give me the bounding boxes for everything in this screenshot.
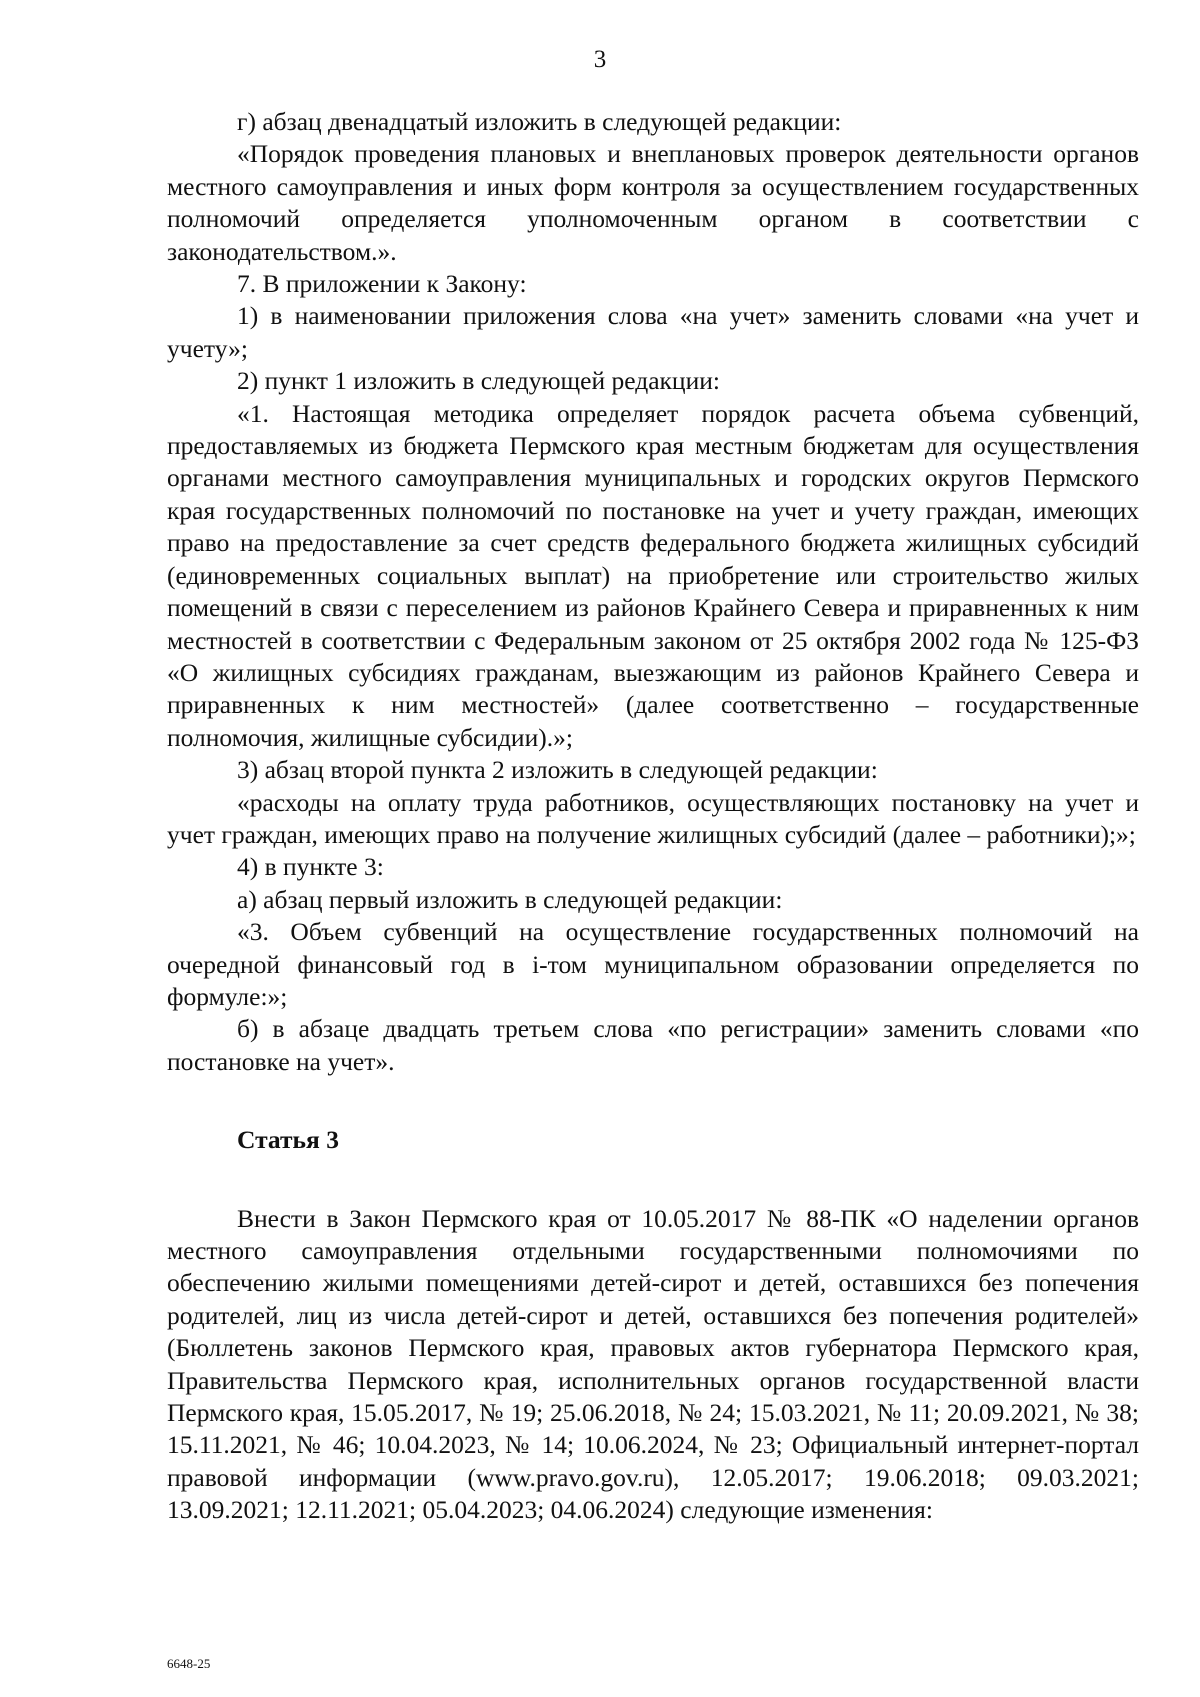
page-number: 3 [593, 46, 607, 73]
paragraph: «расходы на оплату труда работников, осуществляющих постановку на учет и учет граждан, имеющих право на получение жилищных субсидий (далее – работники);»; [167, 787, 1139, 849]
paragraph: «Порядок проведения плановых и внеплановых проверок деятельности органов местного самоуправления и иных форм контроля за осуществлением государственных полномочий определяется уполномоченным органом в соответствии с законодательством.». [167, 139, 1139, 266]
paragraph: 1) в наименовании приложения слова «на учет» заменить словами «на учет и учету»; [167, 301, 1139, 363]
paragraph: г) абзац двенадцатый изложить в следующей редакции: [237, 107, 842, 136]
paragraph: «1. Настоящая методика определяет порядок расчета объема субвенций, предоставляемых из бюджета Пермского края местным бюджетам для осуществления органами местного самоуправления муниципальных и городских округов Пермского края государственных полномочий по постановке на учет и учету граждан, имеющих право на предоставление за счет средств федерального бюджета жилищных субсидий (единовременных социальных выплат) на приобретение или строительство жилых помещений в связи с переселением из районов Крайнего Севера и приравненных к ним местностей в соответствии с Федеральным законом от 25 октября 2002 года № 125-ФЗ «О жилищных субсидиях гражданам, выезжающим из районов Крайнего Севера и приравненных к ним местностей» (далее соответственно – государственные полномочия, жилищные субсидии).»; [167, 398, 1139, 752]
paragraph: а) абзац первый изложить в следующей редакции: [237, 884, 783, 914]
paragraph: 7. В приложении к Закону: [237, 269, 527, 299]
paragraph: 3) абзац второй пункта 2 изложить в следующей редакции: [237, 755, 878, 785]
document-code: 6648-25 [167, 1656, 211, 1671]
paragraph: 4) в пункте 3: [237, 852, 384, 882]
paragraph: Внести в Закон Пермского края от 10.05.2017 № 88-ПК «О наделении органов местного самоуправления отдельными государственными полномочиями по обеспечению жилыми помещениями детей-сирот и детей, оставшихся без попечения родителей, лиц из числа детей-сирот и детей, оставшихся без попечения родителей» (Бюллетень законов Пермского края, правовых актов губернатора Пермского края, Правительства Пермского края, исполнительных органов государственной власти Пермского края, 15.05.2017, № 19; 25.06.2018, № 24; 15.03.2021, № 11; 20.09.2021, № 38; 15.11.2021, № 46; 10.04.2023, № 14; 10.06.2024, № 23; Официальный интернет-портал правовой информации (www.pravo.gov.ru), 12.05.2017; 19.06.2018; 09.03.2021; 13.09.2021; 12.11.2021; 05.04.2023; 04.06.2024) следующие изменения: [167, 1203, 1139, 1525]
paragraph: «3. Объем субвенций на осуществление государственных полномочий на очередной финансовый год в i-том муниципальном образовании определяется по формуле:»; [167, 917, 1139, 1011]
paragraph: 2) пункт 1 изложить в следующей редакции: [237, 366, 720, 396]
paragraph: б) в абзаце двадцать третьем слова «по регистрации» заменить словами «по постановке на учет». [167, 1014, 1139, 1076]
article-heading: Статья 3 [237, 1125, 339, 1155]
document-body [167, 106, 1139, 1527]
